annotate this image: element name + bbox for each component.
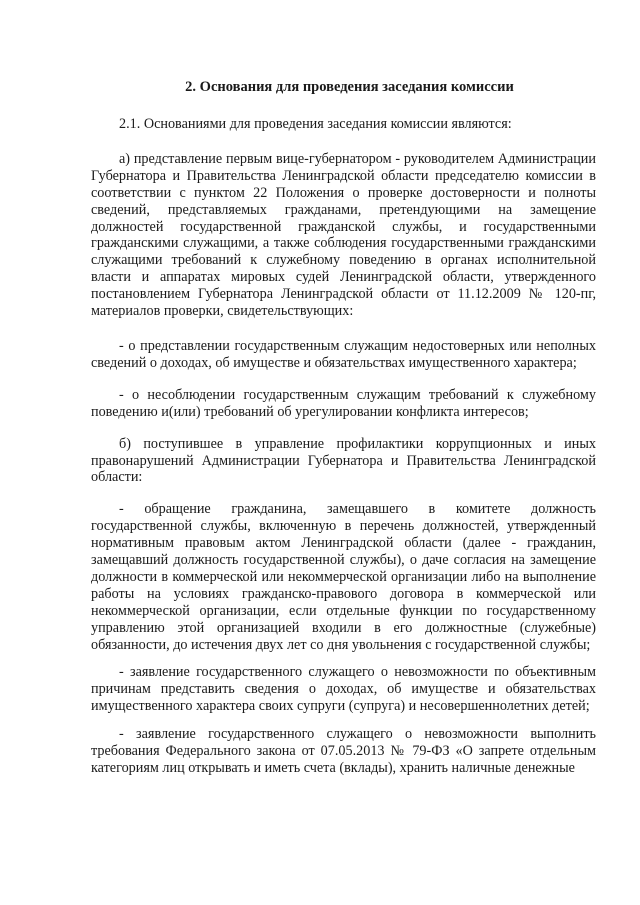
paragraph-dash-income-statement: - заявление государственного служащего о невозможности по объективным причинам представить сведения о доходах, об имуществе и обязательствах имущественного характера своих супруги (супруга) и несовершеннолетних детей; xyxy=(91,664,596,715)
paragraph-2-1: 2.1. Основаниями для проведения заседания комиссии являются: xyxy=(119,116,512,132)
paragraph-item-a: а) представление первым вице-губернатором - руководителем Администрации Губернатора и Правительства Ленинградской области председателю комиссии в соответствии с пунктом 22 Положения о проверке достоверности и полноты сведений, представляемых гражданами, претендующими на замещение должностей государственной гражданской службы, и государственными гражданскими служащими, а также соблюдения государственными гражданскими служащими требований к служебному поведению в органах исполнительной власти и аппаратах мировых судей Ленинградской области, утвержденного постановлением Губернатора Ленинградской области от 11.12.2009 № 120-пг, материалов проверки, свидетельствующих: xyxy=(91,150,596,320)
paragraph-dash-citizen-appeal: - обращение гражданина, замещавшего в комитете должность государственной службы, включенную в перечень должностей, утвержденный нормативным правовым актом Ленинградской области (далее - гражданин, замещавший должность государственной службы), о даче согласия на замещение должности в коммерческой или некоммерческой организации либо на выполнение работы на условиях гражданско-правового договора в коммерческой или некоммерческой организации, если отдельные функции по государственному управлению этой организацией входили в его должностные (служебные) обязанности, до истечения двух лет со дня увольнения с государственной службы; xyxy=(91,501,596,653)
section-heading: 2. Основания для проведения заседания комиссии xyxy=(185,79,514,95)
paragraph-dash-unreliable-info: - о представлении государственным служащим недостоверных или неполных сведений о доходах, об имуществе и обязательствах имущественного характера; xyxy=(91,337,596,371)
paragraph-dash-federal-law: - заявление государственного служащего о невозможности выполнить требования Федерального закона от 07.05.2013 № 79-ФЗ «О запрете отдельным категориям лиц открывать и иметь счета (вклады), хранить наличные денежные xyxy=(91,726,596,776)
paragraph-item-b: б) поступившее в управление профилактики коррупционных и иных правонарушений Администрации Губернатора и Правительства Ленинградской области: xyxy=(91,435,596,486)
paragraph-dash-conduct-requirements: - о несоблюдении государственным служащим требований к служебному поведению и(или) требований об урегулировании конфликта интересов; xyxy=(91,386,596,420)
